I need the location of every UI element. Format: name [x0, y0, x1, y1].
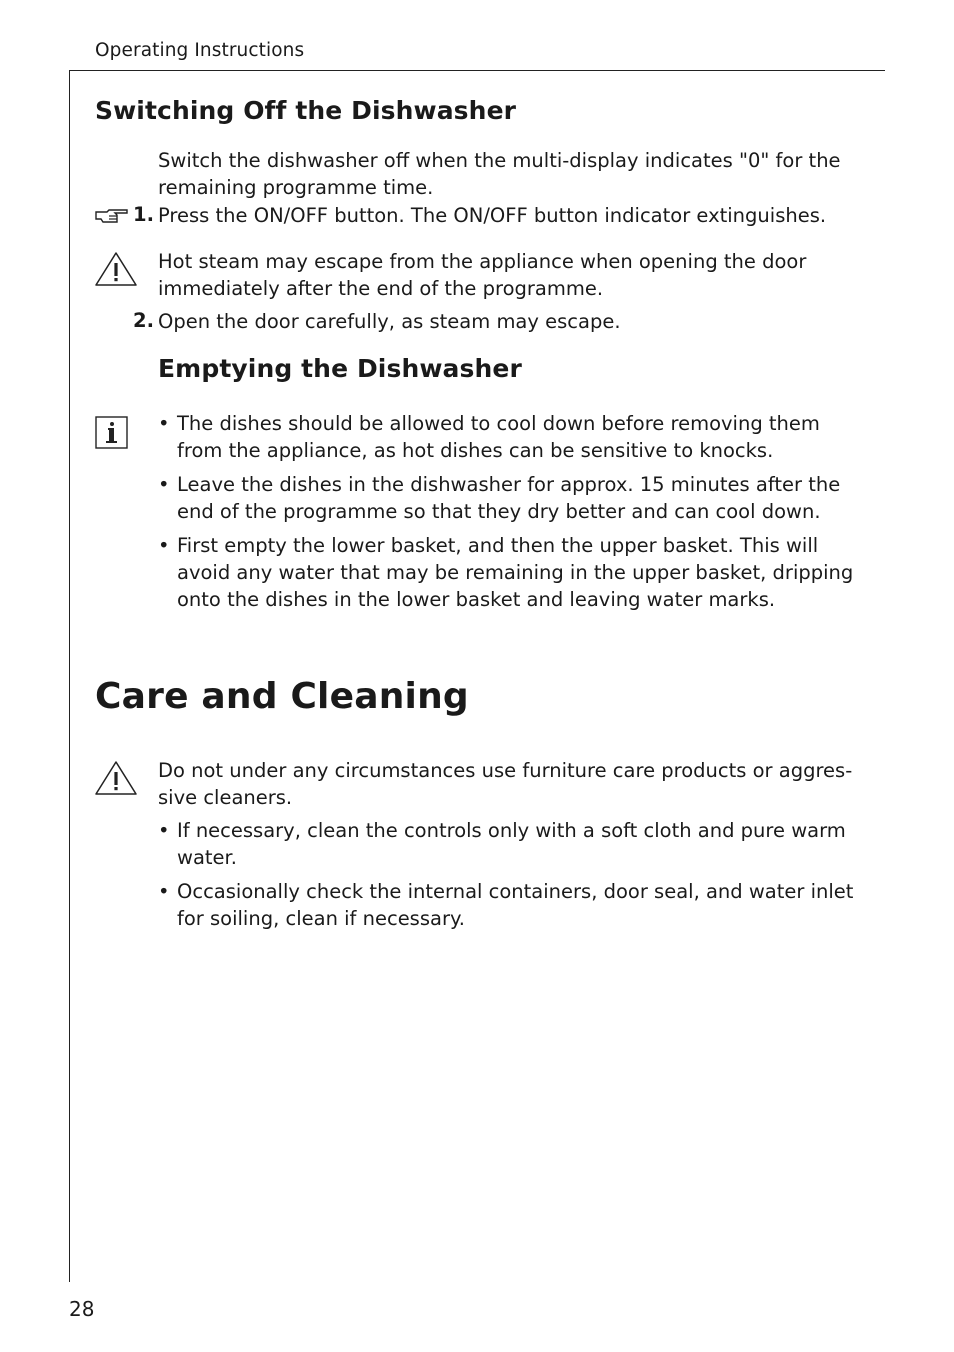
section-heading-emptying: Emptying the Dishwasher — [158, 354, 522, 383]
bullet-marker: • — [158, 473, 170, 496]
running-header: Operating Instructions — [95, 40, 305, 61]
warning-line-1: Hot steam may escape from the appliance when opening the door — [158, 250, 807, 273]
step-text-1: Press the ON/OFF button. The ON/OFF button indicator extinguishes. — [158, 204, 827, 227]
emptying-bullet-3-line-2: avoid any water that may be remaining in the upper basket, dripping — [177, 561, 854, 584]
header-rule — [69, 70, 885, 71]
section-heading-switching-off: Switching Off the Dishwasher — [95, 96, 517, 125]
bullet-marker: • — [158, 412, 170, 435]
care-bullet-2-line-2: for soiling, clean if necessary. — [177, 907, 465, 930]
chapter-heading-care: Care and Cleaning — [95, 676, 469, 717]
emptying-bullet-1-line-2: from the appliance, as hot dishes can be sensitive to knocks. — [177, 439, 774, 462]
emptying-bullet-3-line-3: onto the dishes in the lower basket and leaving water marks. — [177, 588, 776, 611]
pointing-hand-icon — [95, 207, 129, 225]
emptying-bullet-3-line-1: First empty the lower basket, and then the upper basket. This will — [177, 534, 819, 557]
bullet-marker: • — [158, 819, 170, 842]
step-text-2: Open the door carefully, as steam may escape. — [158, 310, 621, 333]
margin-rule — [69, 70, 70, 1282]
warning-line-2: immediately after the end of the programme. — [158, 277, 604, 300]
emptying-bullet-1-line-1: The dishes should be allowed to cool down before removing them — [177, 412, 820, 435]
warning-triangle-icon — [94, 250, 138, 288]
intro-line-2: remaining programme time. — [158, 176, 434, 199]
step-number-1: 1. — [133, 203, 154, 226]
emptying-bullet-2-line-2: end of the programme so that they dry better and can cool down. — [177, 500, 821, 523]
page-number: 28 — [69, 1297, 95, 1321]
info-icon — [95, 416, 128, 449]
care-bullet-2-line-1: Occasionally check the internal containers, door seal, and water inlet — [177, 880, 854, 903]
care-bullet-1-line-1: If necessary, clean the controls only with a soft cloth and pure warm — [177, 819, 846, 842]
bullet-marker: • — [158, 534, 170, 557]
intro-line-1: Switch the dishwasher off when the multi-display indicates "0" for the — [158, 149, 841, 172]
step-number-2: 2. — [133, 309, 154, 332]
care-warning-line-2: sive cleaners. — [158, 786, 293, 809]
care-warning-line-1: Do not under any circumstances use furniture care products or aggres- — [158, 759, 853, 782]
warning-triangle-icon — [94, 759, 138, 797]
care-bullet-1-line-2: water. — [177, 846, 237, 869]
bullet-marker: • — [158, 880, 170, 903]
emptying-bullet-2-line-1: Leave the dishes in the dishwasher for approx. 15 minutes after the — [177, 473, 841, 496]
